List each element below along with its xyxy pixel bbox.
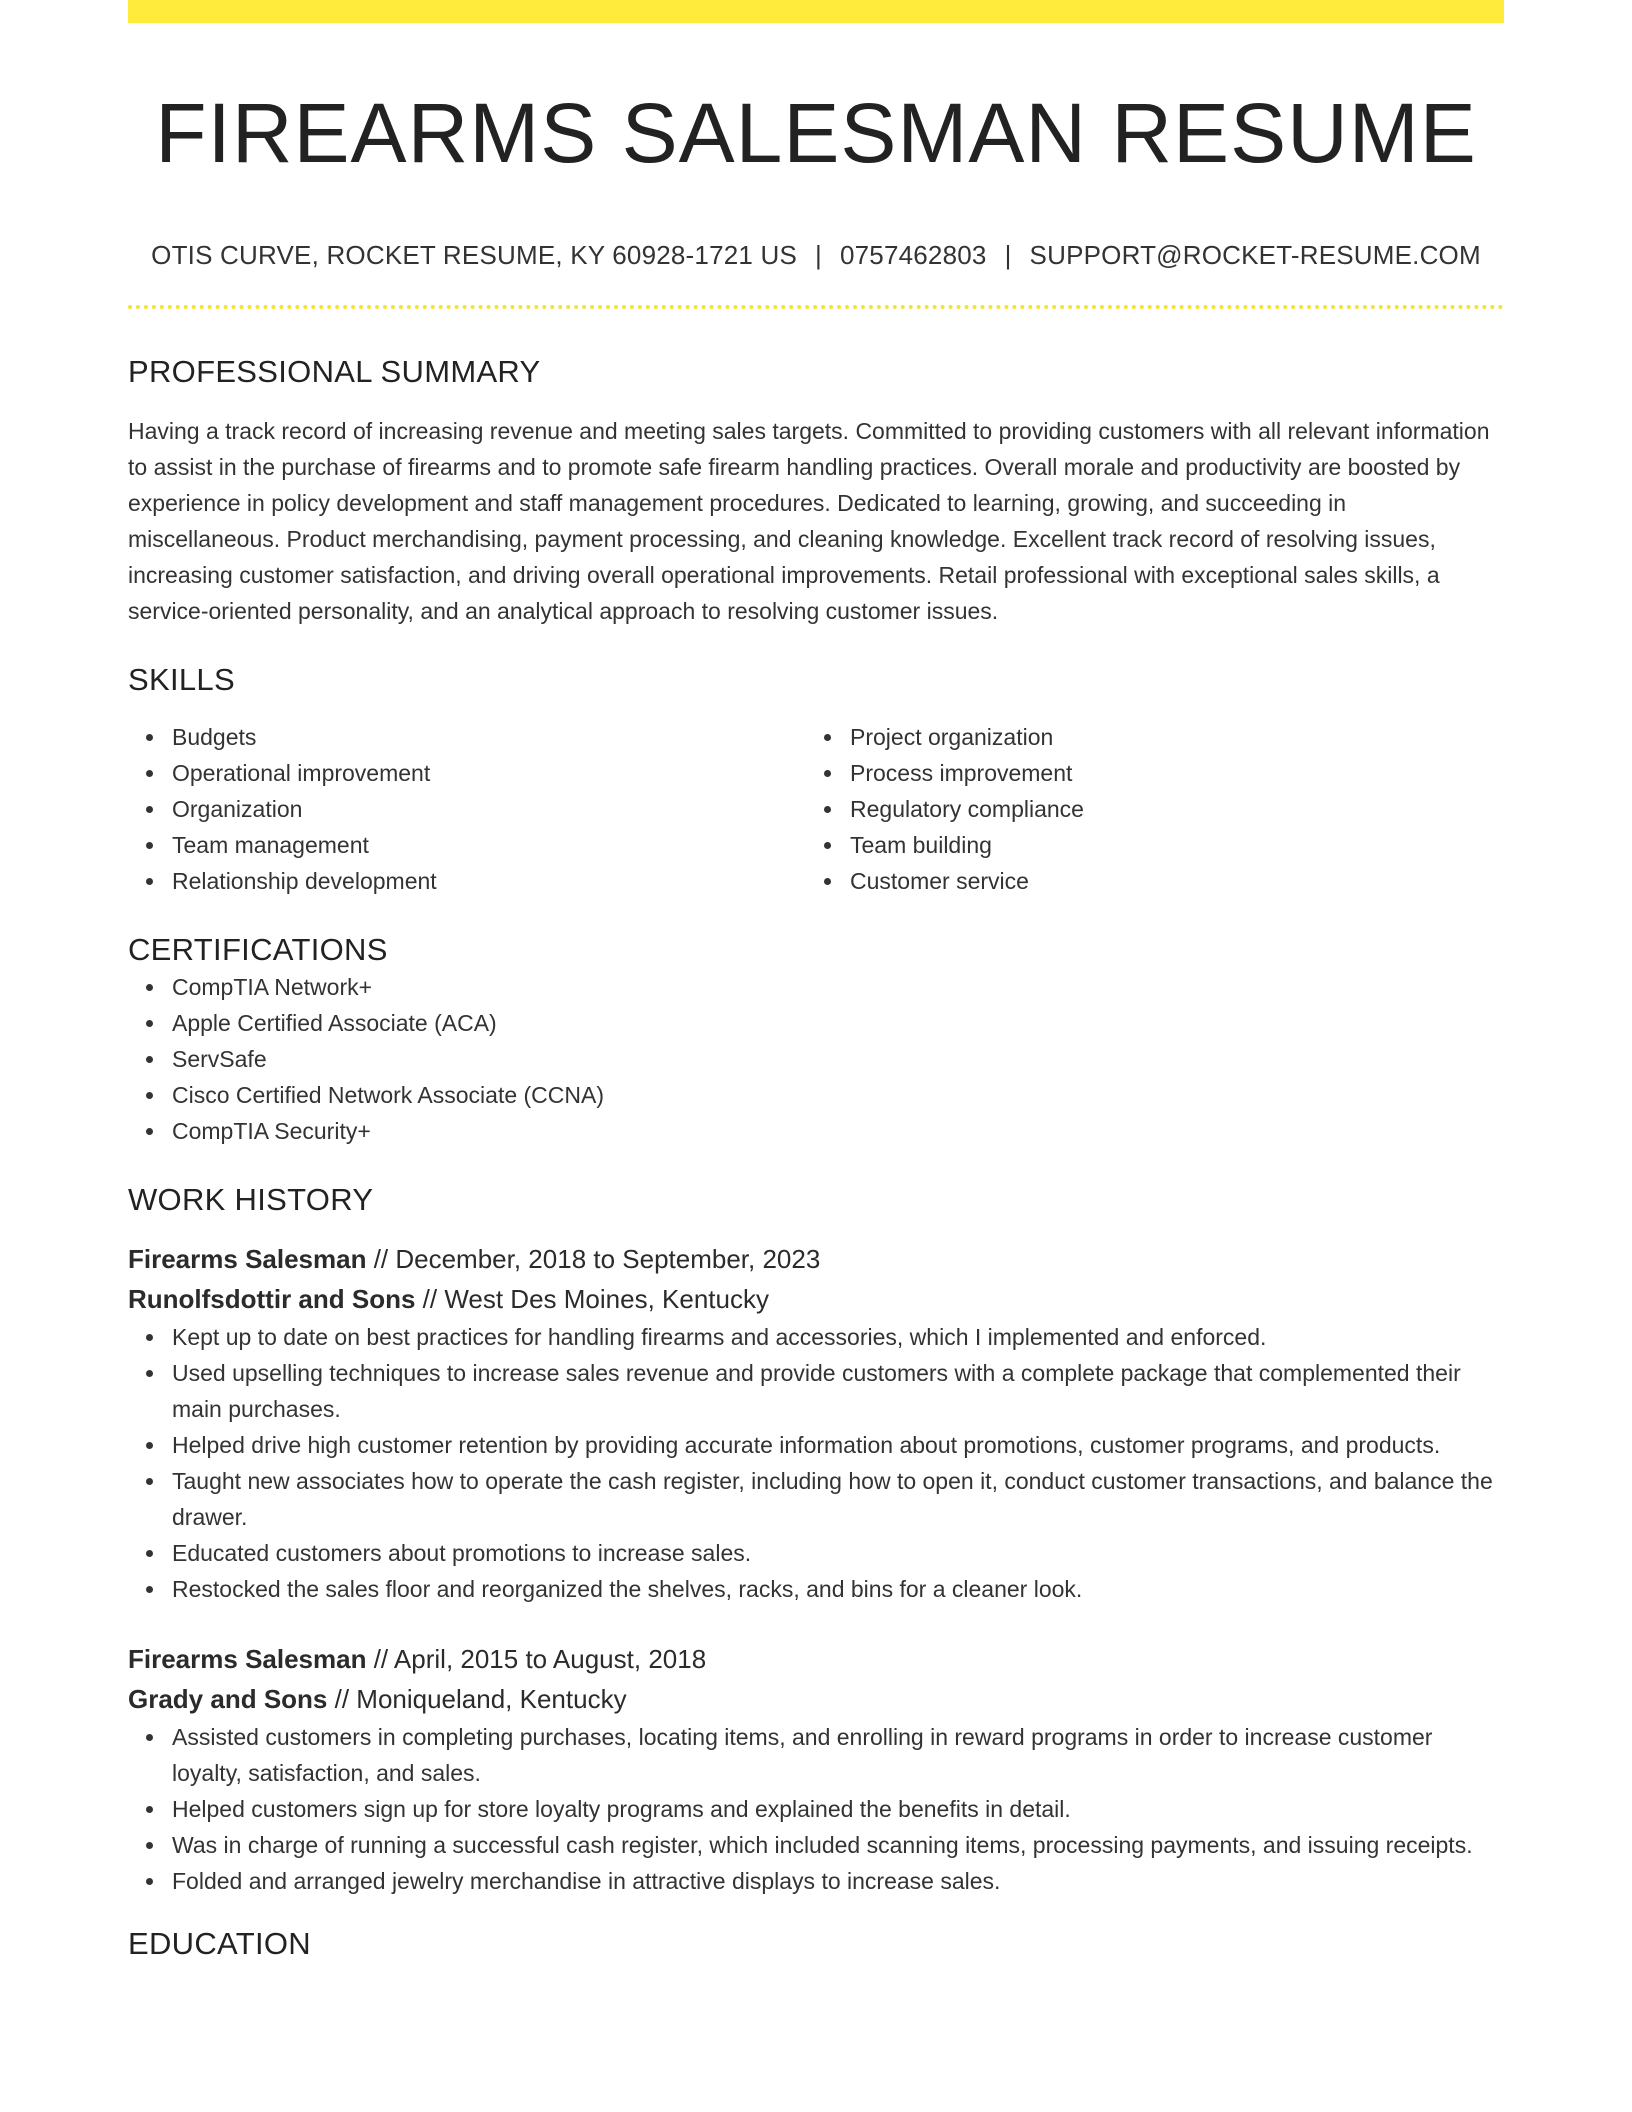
job-duties-list — [128, 1719, 1504, 1899]
certifications-heading: CERTIFICATIONS — [128, 932, 388, 967]
skills-column-left — [128, 719, 806, 899]
header-divider — [128, 305, 1504, 309]
job-duty: Assisted customers in completing purchases, locating items, and enrolling in reward programs in order to increase customer loyalty, satisfaction, and sales. — [172, 1719, 1504, 1791]
skill-item: Customer service — [850, 863, 1484, 899]
job-duty: Folded and arranged jewelry merchandise in attractive displays to increase sales. — [172, 1863, 1504, 1899]
job-duty: Used upselling techniques to increase sales revenue and provide customers with a complete package that complemented their main purchases. — [172, 1355, 1504, 1427]
job-location: // Moniqueland, Kentucky — [327, 1684, 627, 1714]
job-duty: Was in charge of running a successful cash register, which included scanning items, processing payments, and issuing receipts. — [172, 1827, 1504, 1863]
skills-column-right — [806, 719, 1484, 899]
job-duties-list — [128, 1319, 1504, 1607]
job-location: // West Des Moines, Kentucky — [415, 1284, 769, 1314]
contact-email: SUPPORT@ROCKET-RESUME.COM — [1029, 240, 1481, 270]
job-role-line — [128, 1639, 1504, 1679]
job-duty: Helped drive high customer retention by providing accurate information about promotions, customer programs, and products. — [172, 1427, 1504, 1463]
skills-list-right — [806, 719, 1484, 899]
certification-item: ServSafe — [172, 1041, 1504, 1077]
certification-item: Cisco Certified Network Associate (CCNA) — [172, 1077, 1504, 1113]
skills-grid — [128, 719, 1504, 899]
job-entry — [128, 1639, 1504, 1899]
job-duty: Educated customers about promotions to increase sales. — [172, 1535, 1504, 1571]
contact-separator: | — [1004, 240, 1012, 270]
contact-phone: 0757462803 — [839, 240, 987, 270]
resume-title: FIREARMS SALESMAN RESUME — [155, 86, 1477, 180]
job-duty: Taught new associates how to operate the cash register, including how to open it, conduct customer transactions, and balance the drawer. — [172, 1463, 1504, 1535]
job-duty: Restocked the sales floor and reorganized the shelves, racks, and bins for a cleaner look. — [172, 1571, 1504, 1607]
skill-item: Operational improvement — [172, 755, 806, 791]
certification-item: CompTIA Security+ — [172, 1113, 1504, 1149]
skill-item: Relationship development — [172, 863, 806, 899]
job-duty: Helped customers sign up for store loyalty programs and explained the benefits in detail. — [172, 1791, 1504, 1827]
skills-heading: SKILLS — [128, 662, 235, 697]
accent-top-bar — [128, 0, 1504, 23]
skill-item: Budgets — [172, 719, 806, 755]
job-company-line — [128, 1679, 1504, 1719]
job-company-line — [128, 1279, 1504, 1319]
certifications-list — [128, 969, 1504, 1149]
summary-heading: PROFESSIONAL SUMMARY — [128, 354, 541, 389]
job-role: Firearms Salesman — [128, 1244, 367, 1274]
job-role-line — [128, 1239, 1504, 1279]
education-heading: EDUCATION — [128, 1926, 311, 1961]
job-role: Firearms Salesman — [128, 1644, 367, 1674]
job-company: Runolfsdottir and Sons — [128, 1284, 416, 1314]
contact-address: OTIS CURVE, ROCKET RESUME, KY 60928-1721 US — [151, 240, 797, 270]
contact-line — [128, 239, 1504, 271]
skill-item: Process improvement — [850, 755, 1484, 791]
job-duty: Kept up to date on best practices for handling firearms and accessories, which I implemented and enforced. — [172, 1319, 1504, 1355]
job-dates: // April, 2015 to August, 2018 — [366, 1644, 707, 1674]
certification-item: Apple Certified Associate (ACA) — [172, 1005, 1504, 1041]
skill-item: Project organization — [850, 719, 1484, 755]
certification-item: CompTIA Network+ — [172, 969, 1504, 1005]
job-entry — [128, 1239, 1504, 1607]
skill-item: Organization — [172, 791, 806, 827]
skill-item: Team management — [172, 827, 806, 863]
resume-page — [128, 0, 1504, 1963]
skill-item: Team building — [850, 827, 1484, 863]
job-dates: // December, 2018 to September, 2023 — [366, 1244, 821, 1274]
work-history-heading: WORK HISTORY — [128, 1182, 374, 1217]
skill-item: Regulatory compliance — [850, 791, 1484, 827]
summary-text: Having a track record of increasing revenue and meeting sales targets. Committed to providing customers with all relevant information to assist in the purchase of firearms and to promote safe firearm handling practices. Overall morale and productivity are boosted by experience in policy development and staff management procedures. Dedicated to learning, growing, and succeeding in miscellaneous. Product merchandising, payment processing, and cleaning knowledge. Excellent track record of resolving issues, increasing customer satisfaction, and driving overall operational improvements. Retail professional with exceptional sales skills, a service-oriented personality, and an analytical approach to resolving customer issues. — [128, 418, 1490, 624]
contact-separator: | — [815, 240, 822, 270]
skills-list-left — [128, 719, 806, 899]
job-company: Grady and Sons — [128, 1684, 328, 1714]
